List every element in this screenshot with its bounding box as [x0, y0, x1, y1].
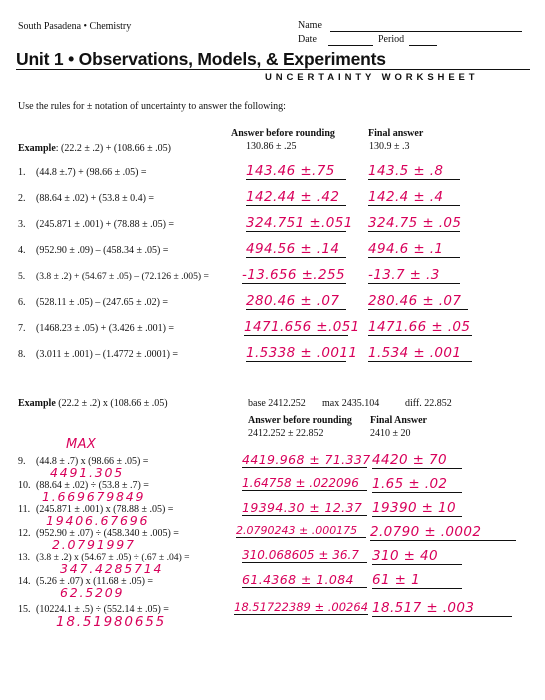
- problem-number: 9.: [18, 456, 26, 467]
- answer-before-rounding[interactable]: 2.0790243 ± .000175: [236, 524, 366, 538]
- problem-number: 8.: [18, 349, 26, 360]
- answer-before-rounding[interactable]: 142.44 ± .42: [246, 189, 346, 206]
- page-subtitle: UNCERTAINTY WORKSHEET: [265, 72, 479, 83]
- period-blank-line[interactable]: [409, 45, 437, 46]
- problem-number: 14.: [18, 576, 31, 587]
- problem-expression: (5.26 ± .07) x (11.68 ± .05) =: [36, 576, 154, 587]
- problem-number: 15.: [18, 604, 31, 615]
- final-answer[interactable]: 310 ± 40: [372, 548, 462, 565]
- example-label: Example: [18, 143, 56, 154]
- col-header-before-rounding-2: Answer before rounding: [248, 415, 352, 426]
- example-1-row: [18, 143, 171, 154]
- problem-expression: (88.64 ± .02) + (53.8 ± 0.4) =: [36, 193, 155, 204]
- final-answer[interactable]: 143.5 ± .8: [368, 163, 460, 180]
- problem-number: 12.: [18, 528, 31, 539]
- final-answer[interactable]: 1.534 ± .001: [368, 345, 472, 362]
- example-2-final: 2410 ± 20: [370, 428, 411, 439]
- example-2-row: [18, 398, 168, 409]
- final-answer[interactable]: 280.46 ± .07: [368, 293, 468, 310]
- final-answer[interactable]: 1.65 ± .02: [372, 476, 462, 493]
- answer-before-rounding[interactable]: 280.46 ± .07: [246, 293, 346, 310]
- problem-expression: (3.8 ± .2) + (54.67 ± .05) – (72.126 ± .005) =: [36, 271, 209, 282]
- problem-expression: (44.8 ± .7) x (98.66 ± .05) =: [36, 456, 149, 467]
- problem-number: 1.: [18, 167, 26, 178]
- answer-before-rounding[interactable]: 324.751 ±.051: [246, 215, 353, 231]
- final-answer[interactable]: 2.0790 ± .0002: [370, 524, 516, 541]
- answer-before-rounding[interactable]: 1471.656 ±.051: [244, 319, 360, 335]
- answer-before-rounding[interactable]: 1.5338 ± .0011: [246, 345, 358, 361]
- problem-number: 4.: [18, 245, 26, 256]
- example-final: 130.9 ± .3: [369, 141, 410, 152]
- problem-expression: (245.871 ± .001) + (78.88 ± .05) =: [36, 219, 175, 230]
- max-annotation: MAX: [66, 437, 97, 452]
- final-answer[interactable]: 494.6 ± .1: [368, 241, 460, 258]
- example-2-before: 2412.252 ± 22.852: [248, 428, 324, 439]
- example-max: max 2435.104: [322, 398, 380, 409]
- answer-before-rounding[interactable]: 143.46 ±.75: [246, 163, 346, 180]
- answer-before-rounding[interactable]: 19394.30 ± 12.37: [242, 500, 367, 516]
- period-label: Period: [378, 34, 405, 45]
- handwritten-work: 62.5209: [60, 585, 125, 600]
- problem-expression: (10224.1 ± .5) ÷ (552.14 ± .05) =: [36, 604, 169, 615]
- final-answer[interactable]: -13.7 ± .3: [368, 267, 460, 284]
- date-label: Date: [298, 34, 317, 45]
- problem-expression: (1468.23 ± .05) + (3.426 ± .001) =: [36, 323, 175, 334]
- answer-before-rounding[interactable]: 1.64758 ± .022096: [242, 476, 367, 491]
- answer-before-rounding[interactable]: 494.56 ± .14: [246, 241, 346, 258]
- date-blank-line[interactable]: [328, 45, 373, 46]
- final-answer[interactable]: 1471.66 ± .05: [368, 319, 471, 335]
- problem-number: 2.: [18, 193, 26, 204]
- example-diff: diff. 22.852: [405, 398, 452, 409]
- problem-expression: (952.90 ± .07) ÷ (458.340 ± .005) =: [36, 528, 179, 539]
- problem-number: 11.: [18, 504, 31, 515]
- answer-before-rounding[interactable]: -13.656 ±.255: [242, 267, 345, 283]
- problem-number: 7.: [18, 323, 26, 334]
- example-expression: : (22.2 ± .2) + (108.66 ± .05): [55, 143, 171, 154]
- problem-expression: (44.8 ±.7) + (98.66 ± .05) =: [36, 167, 147, 178]
- final-answer[interactable]: 19390 ± 10: [372, 500, 462, 517]
- col-header-final-answer: Final answer: [368, 128, 424, 139]
- problem-number: 3.: [18, 219, 26, 230]
- example-base: base 2412.252: [248, 398, 306, 409]
- page-title: Unit 1 • Observations, Models, & Experiments: [16, 49, 386, 69]
- handwritten-work: 1.669679849: [42, 489, 146, 504]
- handwritten-work: 18.51980655: [56, 614, 166, 630]
- problem-expression: (245.871 ± .001) x (78.88 ± .05) =: [36, 504, 174, 515]
- final-answer[interactable]: 4420 ± 70: [372, 452, 462, 469]
- handwritten-work: 347.4285714: [60, 561, 164, 576]
- handwritten-work: 2.0791997: [52, 537, 136, 552]
- final-answer[interactable]: 18.517 ± .003: [372, 600, 512, 617]
- answer-before-rounding[interactable]: 61.4368 ± 1.084: [242, 572, 367, 588]
- handwritten-work: 19406.67696: [46, 513, 150, 528]
- final-answer[interactable]: 324.75 ± .05: [368, 215, 462, 231]
- col-header-final-answer-2: Final Answer: [370, 415, 427, 426]
- example-before: 130.86 ± .25: [246, 141, 297, 152]
- problem-expression: (3.8 ± .2) x (54.67 ± .05) ÷ (.67 ± .04) =: [36, 552, 190, 563]
- answer-before-rounding[interactable]: 18.51722389 ± .00264: [234, 600, 369, 614]
- name-label: Name: [298, 20, 322, 31]
- final-answer[interactable]: 142.4 ± .4: [368, 189, 460, 206]
- col-header-before-rounding: Answer before rounding: [231, 128, 335, 139]
- name-blank-line[interactable]: [330, 31, 522, 32]
- problem-expression: (952.90 ± .09) – (458.34 ± .05) =: [36, 245, 169, 256]
- instructions: Use the rules for ± notation of uncertainty to answer the following:: [18, 101, 286, 112]
- problem-expression: (528.11 ± .05) – (247.65 ± .02) =: [36, 297, 169, 308]
- title-rule: [16, 69, 530, 70]
- final-answer[interactable]: 61 ± 1: [372, 572, 462, 589]
- handwritten-work: 4491.305: [50, 465, 125, 480]
- problem-expression: (88.64 ± .02) ÷ (53.8 ± .7) =: [36, 480, 149, 491]
- school-label: South Pasadena • Chemistry: [18, 21, 132, 32]
- problem-number: 10.: [18, 480, 31, 491]
- problem-number: 6.: [18, 297, 26, 308]
- problem-number: 13.: [18, 552, 30, 563]
- problem-number: 5.: [18, 271, 26, 282]
- problem-expression: (3.011 ± .001) – (1.4772 ± .0001) =: [36, 349, 179, 360]
- answer-before-rounding[interactable]: 4419.968 ± 71.337: [242, 452, 371, 467]
- answer-before-rounding[interactable]: 310.068605 ± 36.7: [242, 548, 367, 563]
- example-expression: (22.2 ± .2) x (108.66 ± .05): [58, 398, 168, 409]
- example-label: Example: [18, 398, 56, 409]
